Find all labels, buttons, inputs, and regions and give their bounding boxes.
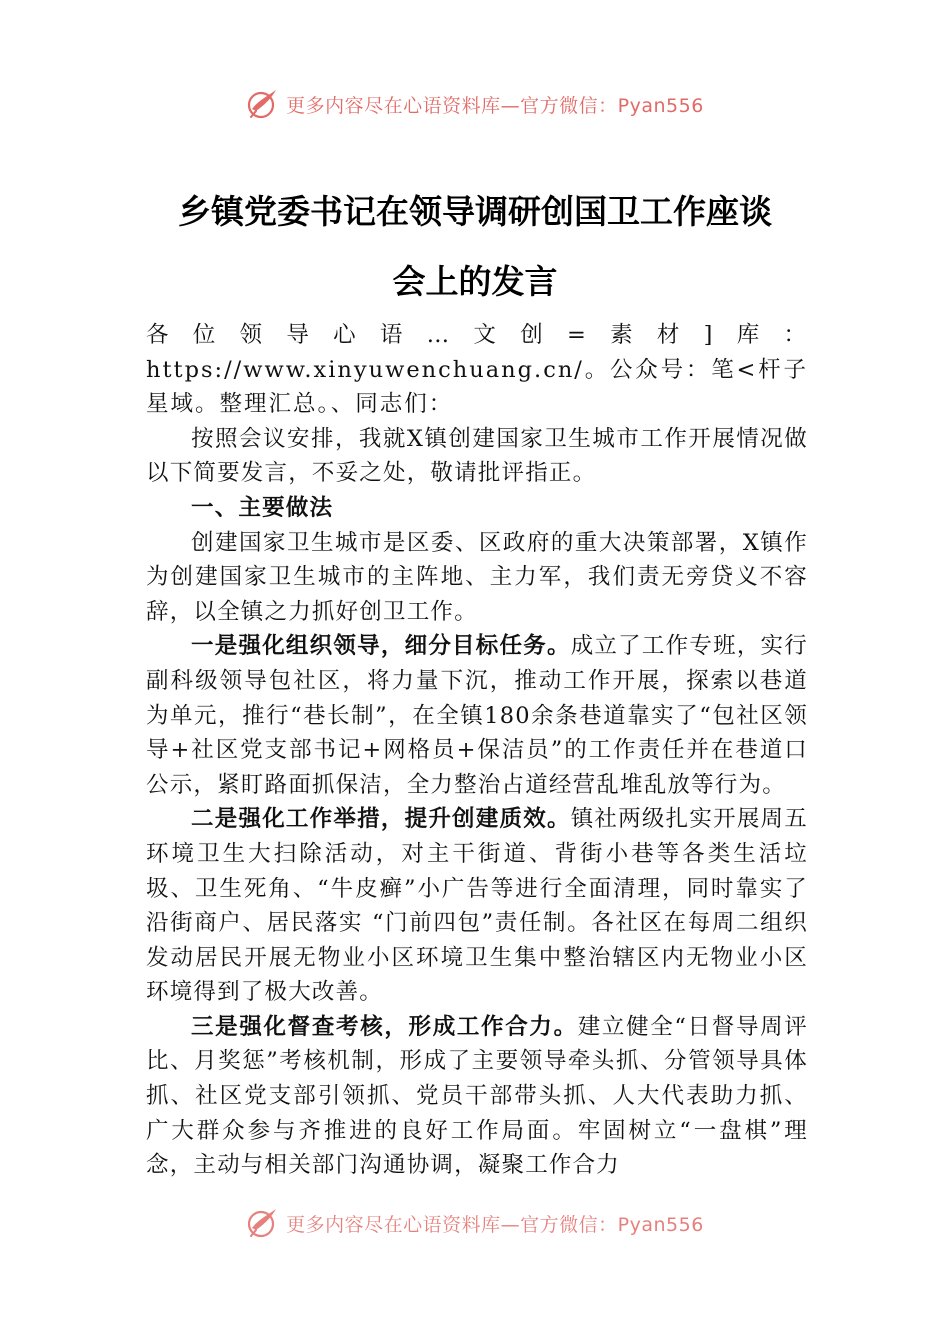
document-title-line-2: 会上的发言 (392, 262, 558, 301)
item-3-lead: 三是强化督查考核，形成工作合力。 (191, 1013, 578, 1040)
item-2-lead: 二是强化工作举措，提升创建质效。 (191, 806, 571, 833)
document-body (146, 318, 808, 1183)
item-1-lead: 一是强化组织领导，细分目标任务。 (191, 633, 571, 660)
watermark-text: 更多内容尽在心语资料库—官方微信：Pyan556 (286, 1213, 704, 1236)
document-title-line-1: 乡镇党委书记在领导调研创国卫工作座谈 (178, 192, 772, 231)
greeting-paragraph: 各位领导心语…文创=素材]库：https://www.xinyuwenchuang.cn/。公众号：笔<杆子星域。整理汇总。、同志们： (146, 322, 808, 418)
item-paragraph-2 (146, 802, 808, 1010)
item-paragraph-3 (146, 1010, 808, 1183)
quill-pen-logo-icon (246, 1206, 280, 1240)
item-3-text: 建立健全“日督导周评比、月奖惩”考核机制，形成了主要领导牵头抓、分管领导具体抓、社区党支部引领抓、党员干部带头抓、人大代表助力抓、广大群众参与齐推进的良好工作局面。牢固树立“一盘棋”理念，主动与相关部门沟通协调，凝聚工作合力 (146, 1013, 808, 1179)
section-heading: 一、主要做法 (191, 494, 334, 521)
footer-watermark (0, 1203, 950, 1243)
item-paragraph-1 (146, 629, 808, 802)
watermark-text: 更多内容尽在心语资料库—官方微信：Pyan556 (286, 94, 704, 117)
item-2-text: 镇社两级扎实开展周五环境卫生大扫除活动，对主干街道、背街小巷等各类生活垃圾、卫生死角、“牛皮癣”小广告等进行全面清理，同时靠实了沿街商户、居民落实 “门前四包”责任制。各社区在每周二组织发动居民开展无物业小区环境卫生集中整治辖区内无物业小区环境得到了极大改善。 (146, 806, 808, 1006)
intro-paragraph: 按照会议安排，我就X镇创建国家卫生城市工作开展情况做以下简要发言，不妥之处，敬请批评指正。 (146, 425, 808, 487)
section-paragraph: 创建国家卫生城市是区委、区政府的重大决策部署，X镇作为创建国家卫生城市的主阵地、主力军，我们责无旁贷义不容辞，以全镇之力抓好创卫工作。 (146, 529, 808, 625)
item-1-text: 成立了工作专班，实行副科级领导包社区，将力量下沉，推动工作开展，探索以巷道为单元，推行“巷长制”，在全镇180余条巷道靠实了“包社区领导+社区党支部书记+网格员+保洁员”的工作责任并在巷道口公示，紧盯路面抓保洁，全力整治占道经营乱堆乱放等行为。 (146, 633, 808, 798)
